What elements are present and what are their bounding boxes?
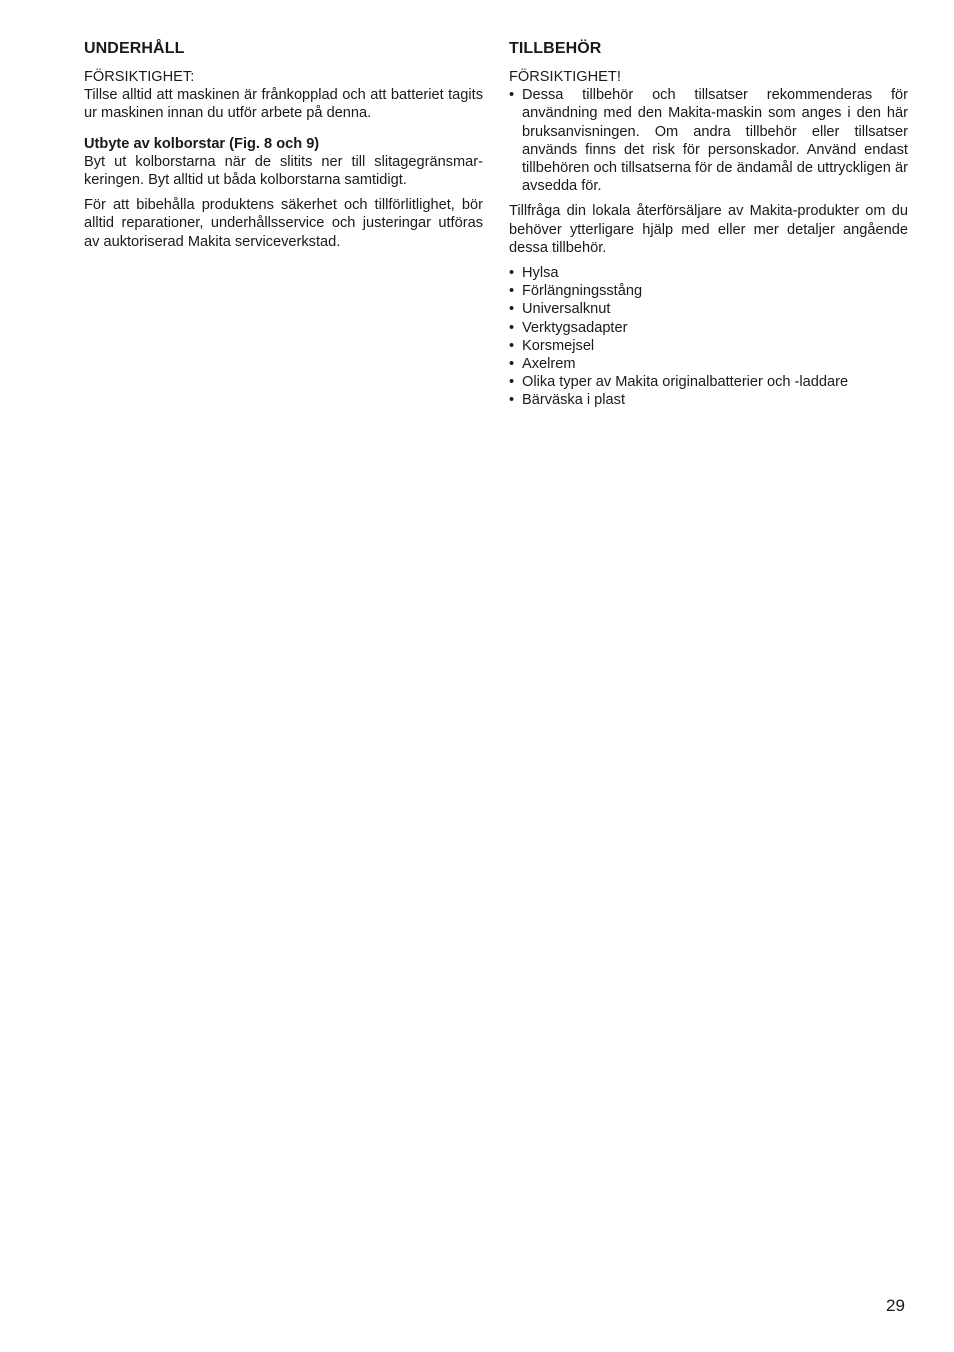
accessory-item-label: Bärväska i plast: [522, 392, 626, 409]
list-item: [509, 282, 908, 300]
accessory-item-label: Korsmejsel: [522, 337, 595, 354]
accessories-contact-text: Tillfråga din lokala återförsäljare av Makita-produkter om du behöver ytterligare hjälp med eller mer detaljer angående dessa tillbehör.: [509, 203, 908, 256]
list-item: [509, 391, 908, 409]
accessory-item-label: Universalknut: [522, 301, 611, 318]
list-item: [509, 319, 908, 337]
list-item: [509, 264, 908, 282]
bullet-icon: •: [509, 87, 515, 104]
carbon-brush-heading: Utbyte av kolborstar (Fig. 8 och 9): [84, 135, 320, 152]
accessory-item-label: Hylsa: [522, 265, 559, 282]
accessories-caution-text: Dessa tillbehör och tillsatser rekommenderas för användning med den Makita-maskin som anges i den här bruksanvisningen. Om andra tillbehör eller tillsatser används finns det risk för personskador. Använd endast tillbehören och tillsatserna för de ändamål de uttryckligen är avsedda för.: [522, 87, 908, 195]
bullet-icon: •: [509, 356, 515, 373]
accessory-item-label: Verktygsadapter: [522, 319, 628, 336]
accessory-item-label: Förlängningsstång: [522, 283, 643, 300]
bullet-icon: •: [509, 301, 515, 318]
maintenance-heading: UNDERHÅLL: [84, 40, 185, 57]
bullet-icon: •: [509, 374, 515, 391]
list-item: [509, 355, 908, 373]
accessory-item-label: Olika typer av Makita originalbatterier och -laddare: [522, 374, 849, 391]
maintenance-caution-text: Tillse alltid att maskinen är frånkopplad och att batteriet tagits ur maskinen innan du utför arbete på denna.: [84, 87, 483, 122]
accessory-item-label: Axelrem: [522, 356, 576, 373]
carbon-brush-text: Byt ut kolborstarna när de slitits ner till slitagegränsmarkeringen. Byt alltid ut båda kolborstarna samtidigt.: [84, 153, 483, 189]
accessories-list: [509, 264, 908, 410]
list-item: [509, 337, 908, 355]
page-number: 29: [886, 1296, 905, 1315]
list-item: [509, 300, 908, 318]
list-item: [509, 373, 908, 391]
maintenance-column: [84, 38, 483, 251]
bullet-icon: •: [509, 392, 515, 409]
accessories-column: [509, 38, 908, 410]
bullet-icon: •: [509, 337, 515, 354]
bullet-icon: •: [509, 283, 515, 300]
maintenance-safety-text: För att bibehålla produktens säkerhet och tillförlitlighet, bör alltid reparationer, underhållsservice och justeringar utföras av auktoriserad Makita serviceverkstad.: [84, 197, 483, 250]
maintenance-caution-label: FÖRSIKTIGHET:: [84, 69, 195, 85]
accessories-caution-label: FÖRSIKTIGHET!: [509, 69, 621, 85]
accessories-caution-bullet: [509, 86, 908, 195]
bullet-icon: •: [509, 265, 515, 282]
accessories-caution-list: [509, 86, 908, 195]
bullet-icon: •: [509, 319, 515, 336]
accessories-heading: TILLBEHÖR: [509, 40, 602, 57]
